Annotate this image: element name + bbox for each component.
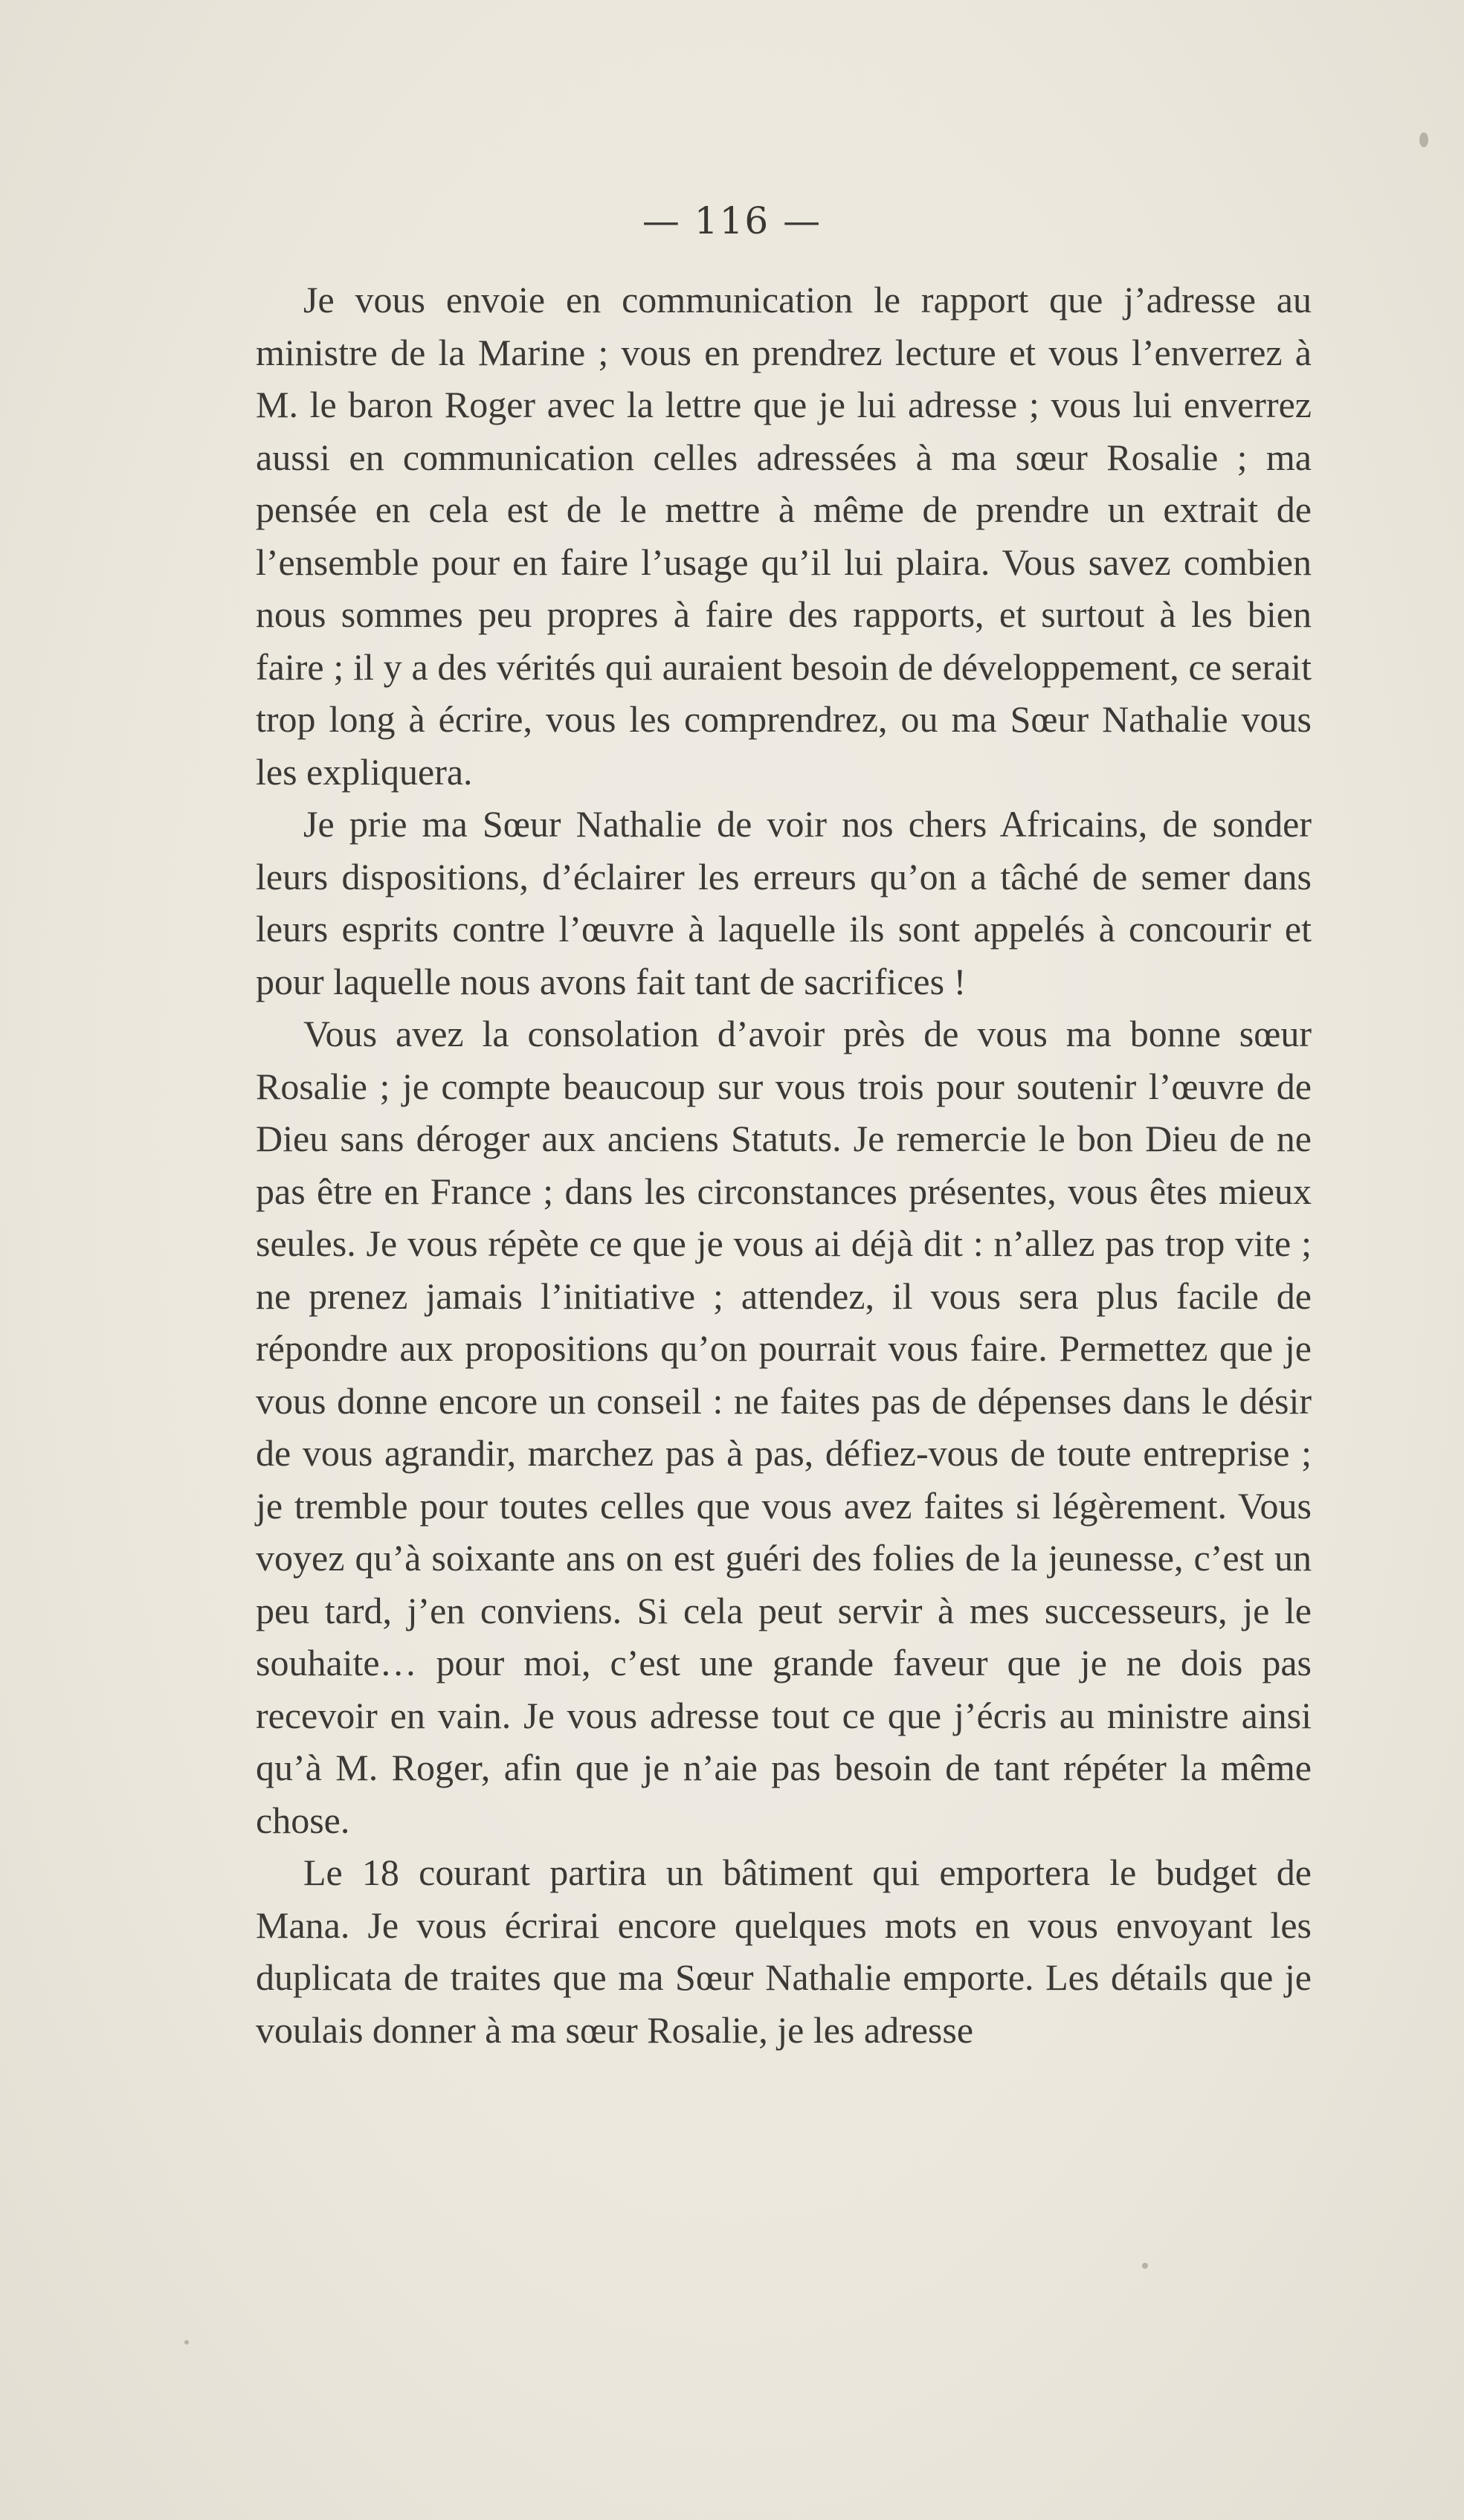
- page-number: — 116 —: [642, 199, 822, 242]
- body-text: [256, 274, 1312, 2056]
- paper-speck: [1142, 2263, 1148, 2269]
- paragraph-1: Je vous envoie en communication le rapport que j’adresse au ministre de la Marine ; vous en prendrez lecture et vous l’enverrez à M. le baron Roger avec la lettre que je lui adresse ; vous lui enverrez aussi en communication celles adressées à ma sœur Rosalie ; ma pensée en cela est de le mettre à même de prendre un extrait de l’ensemble pour en faire l’usage qu’il lui plaira. Vous savez combien nous sommes peu propres à faire des rapports, et surtout à les bien faire ; il y a des vérités qui auraient besoin de développement, ce serait trop long à écrire, vous les comprendrez, ou ma Sœur Nathalie vous les expliquera.: [256, 279, 1312, 793]
- paper-speck: [184, 2340, 189, 2345]
- paragraph-4: Le 18 courant partira un bâtiment qui emportera le budget de Mana. Je vous écrirai encore quelques mots en vous envoyant les duplicata de traites que ma Sœur Nathalie emporte. Les détails que je voulais donner à ma sœur Rosalie, je les adresse: [256, 1852, 1312, 2051]
- paragraph-2: Je prie ma Sœur Nathalie de voir nos chers Africains, de sonder leurs dispositions, d’éclairer les erreurs qu’on a tâché de semer dans leurs esprits contre l’œuvre à laquelle ils sont appelés à concourir et pour laquelle nous avons fait tant de sacrifices !: [256, 803, 1312, 1002]
- paragraph-3: Vous avez la consolation d’avoir près de vous ma bonne sœur Rosalie ; je compte beaucoup sur vous trois pour soutenir l’œuvre de Dieu sans déroger aux anciens Statuts. Je remercie le bon Dieu de ne pas être en France ; dans les circonstances présentes, vous êtes mieux seules. Je vous répète ce que je vous ai déjà dit : n’allez pas trop vite ; ne prenez jamais l’initiative ; attendez, il vous sera plus facile de répondre aux propositions qu’on pourrait vous faire. Permettez que je vous donne encore un conseil : ne faites pas de dépenses dans le désir de vous agrandir, marchez pas à pas, défiez-vous de toute entreprise ; je tremble pour toutes celles que vous avez faites si légèrement. Vous voyez qu’à soixante ans on est guéri des folies de la jeunesse, c’est un peu tard, j’en conviens. Si cela peut servir à mes successeurs, je le souhaite… pour moi, c’est une grande faveur que je ne dois pas recevoir en vain. Je vous adresse tout ce que j’écris au ministre ainsi qu’à M. Roger, afin que je n’aie pas besoin de tant répéter la même chose.: [256, 1013, 1312, 1841]
- paper-speck: [1419, 132, 1428, 147]
